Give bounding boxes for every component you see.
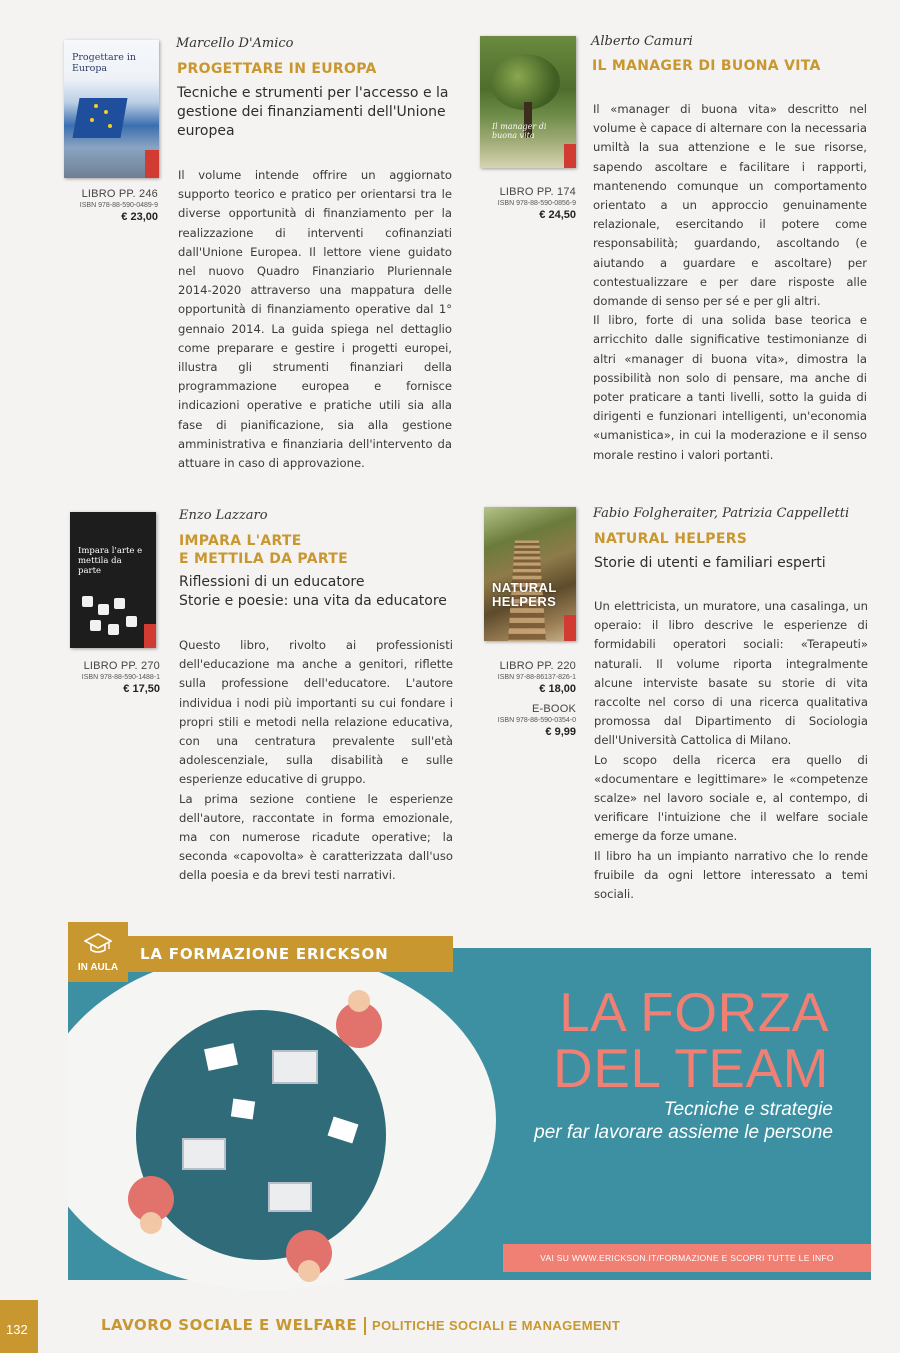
book-isbn: ISBN 97-88-86137-826-1: [497, 674, 576, 681]
book-price: € 24,50: [539, 209, 576, 221]
dice-icon: [82, 596, 93, 607]
cover-title: Impara l'arte e mettila da parte: [78, 546, 143, 576]
book-description: [593, 100, 867, 465]
paragraph: Il volume intende offrire un aggiornato supporto teorico e pratico per orientarsi tra le diverse opportunità di finanziamento per la realizzazione di interventi cofinanziati dall'Unione Europea. Il lettore viene guidato nel nuovo Quadro Finanziario Pluriennale 2014-2020 attraverso una mappatura delle opportunità di finanziamento operative dal 1° gennaio 2014. La guida spiega nel dettaglio come preparare e gestire i progetti europei, illustra gli strumenti finanziari della programmazione europea e fornisce indicazioni operative e pratiche utili sia alla fase di pianificazione, sia alla gestione amministrativa e finanziaria dell'intervento da attuare in caso di approvazione.: [178, 168, 452, 471]
ebook-label: E-BOOK: [532, 703, 576, 715]
cover-band: [145, 150, 159, 178]
book-pages: LIBRO PP. 246: [81, 188, 158, 200]
paragraph: Lo scopo della ricerca era quello di «documentare e legittimare» le «competenze scalze» nel lavoro sociale e, al contempo, di verificare l'intuizione che il welfare sociale emerge da forze umane.: [594, 752, 868, 844]
paragraph: Il libro, forte di una solida base teorica e arricchito dalle significative testimonianze di altri «manager di buona vita», dimostra la possibilità non solo di pensare, ma anche di poter praticare a tanti livelli, sotto la guida di dirigenti e funzionari intelligenti, un'economia «umanistica», in cui la moderazione e il senso morale restino i valori portanti.: [593, 313, 867, 462]
laptop-icon: [182, 1138, 226, 1170]
paragraph: Il «manager di buona vita» descritto nel volume è capace di alternare con la necessaria umiltà la sua attenzione e le sue risorse, sapendo ascoltare e facilitare i rapporti, mantenendo comunque un comportamento orientato a un approccio genuinamente relazionale, esercitando il potere come responsabilità; guardando, ascoltando (e aiutando a guardare e ascoltare) per contestualizzare e per dare risposte alle domande di senso per sé e per gli altri.: [593, 102, 867, 309]
dice-icon: [108, 624, 119, 635]
book-author: Fabio Folgheraiter, Patrizia Cappelletti: [593, 506, 850, 521]
laptop-icon: [272, 1050, 318, 1084]
page-number: 132: [0, 1300, 38, 1353]
footer-section: LAVORO SOCIALE E WELFARE: [101, 1316, 358, 1334]
book-title: IL MANAGER DI BUONA VITA: [592, 58, 821, 74]
banner-title-line: LA FORZA: [559, 981, 829, 1043]
book-title: NATURAL HELPERS: [594, 531, 748, 547]
book-title: PROGETTARE IN EUROPA: [177, 61, 377, 77]
book-price: € 23,00: [121, 211, 158, 223]
tagline-line: per far lavorare assieme le persone: [534, 1122, 833, 1143]
eu-flag-icon: [72, 98, 127, 138]
book-subtitle: [179, 573, 459, 611]
footer-subsection: POLITICHE SOCIALI E MANAGEMENT: [372, 1318, 621, 1333]
book-description: [178, 166, 452, 473]
footer-divider: [364, 1317, 366, 1335]
book-title: [179, 532, 348, 568]
star-icon: [94, 104, 98, 108]
book-isbn: ISBN 978-88-590-0489-9: [79, 202, 158, 209]
book-meta: [456, 660, 576, 738]
paragraph: Il libro ha un impianto narrativo che lo rende fruibile da ogni lettore interessato a temi sociali.: [594, 848, 868, 902]
ebook-isbn: ISBN 978-88-590-0354-0: [497, 717, 576, 724]
book-subtitle: Storie di utenti e familiari esperti: [594, 555, 826, 571]
in-aula-tab: [68, 922, 128, 982]
book-author: Marcello D'Amico: [176, 36, 294, 51]
book-isbn: ISBN 978-88-590-0856-9: [497, 200, 576, 207]
cover-title: Il manager di buona vita: [492, 122, 547, 140]
cover-title: NATURAL HELPERS: [492, 580, 557, 609]
person-head: [348, 990, 370, 1012]
book-author: Enzo Lazzaro: [179, 508, 268, 523]
subtitle-line: Storie e poesie: una vita da educatore: [179, 593, 447, 609]
banner-title-line: DEL TEAM: [552, 1037, 829, 1099]
ebook-price: € 9,99: [545, 726, 576, 738]
book-meta: [460, 186, 576, 221]
book-cover-manager-di-buona-vita: [480, 36, 576, 168]
book-cover-impara-larte: [70, 512, 156, 648]
page-footer: [0, 1300, 900, 1353]
book-cover-progettare-in-europa: [64, 40, 159, 178]
book-meta: [40, 188, 158, 223]
paragraph: La prima sezione contiene le esperienze dell'autore, raccontate in forma emozionale, ma con numerose ricadute operative; la seconda «capovolta» è caratterizzata dall'uso della poesia e da brevi testi narrativi.: [179, 791, 453, 883]
in-aula-label: IN AULA: [77, 962, 119, 973]
star-icon: [90, 118, 94, 122]
team-illustration: [36, 950, 496, 1290]
star-icon: [104, 110, 108, 114]
banner-title: [552, 981, 829, 1099]
person-head: [298, 1260, 320, 1282]
banner-tagline: [473, 1098, 833, 1144]
paper-icon: [231, 1099, 255, 1120]
person-head: [140, 1212, 162, 1234]
tagline-line: Tecniche e strategie: [663, 1099, 833, 1120]
dice-icon: [114, 598, 125, 609]
book-cover-natural-helpers: [484, 507, 576, 641]
paragraph: Un elettricista, un muratore, una casalinga, un operaio: il libro descrive le esperienze di formidabili operatori sociali: «Terapeuti» naturali. Il volume riporta integralmente alcune interviste basate su storie di vita raccolte nel corso di una ricerca qualitativa promossa dal Dipartimento di Sociologia dell'Università Cattolica di Milano.: [594, 599, 868, 748]
book-meta: [40, 660, 160, 695]
book-pages: LIBRO PP. 270: [83, 660, 160, 672]
paragraph: Questo libro, rivolto ai professionisti dell'educazione ma anche a genitori, riflette sulla professione dell'educatore. L'autore individua i nodi più importanti su cui fondare i propri stili e metodi nella relazione educativa, con una centratura prevalente sull'età adolescenziale, sulla disabilità e sulle esperienze educative di gruppo.: [179, 638, 453, 787]
cover-band: [564, 615, 576, 641]
laptop-icon: [268, 1182, 312, 1212]
book-isbn: ISBN 978-88-590-1488-1: [81, 674, 160, 681]
title-line: IMPARA L'ARTE: [179, 533, 302, 549]
book-subtitle: Tecniche e strumenti per l'accesso e la gestione dei finanziamenti dell'Unione europea: [177, 85, 449, 139]
banner-heading: LA FORMAZIONE ERICKSON: [128, 936, 453, 972]
book-price: € 18,00: [539, 683, 576, 695]
subtitle-line: Riflessioni di un educatore: [179, 574, 365, 590]
book-pages: LIBRO PP. 220: [499, 660, 576, 672]
book-description: [179, 636, 453, 886]
dice-icon: [126, 616, 137, 627]
erickson-training-banner[interactable]: [68, 922, 871, 1280]
dice-icon: [90, 620, 101, 631]
dice-icon: [98, 604, 109, 615]
banner-cta-link[interactable]: VAI SU WWW.ERICKSON.IT/FORMAZIONE E SCOPRI TUTTE LE INFO: [503, 1244, 871, 1272]
book-price: € 17,50: [123, 683, 160, 695]
star-icon: [108, 124, 112, 128]
title-line: E METTILA DA PARTE: [179, 551, 348, 567]
graduation-cap-icon: [84, 932, 112, 956]
book-description: [594, 597, 868, 904]
cover-band: [144, 624, 156, 648]
book-pages: LIBRO PP. 174: [499, 186, 576, 198]
cover-band: [564, 144, 576, 168]
book-author: Alberto Camuri: [591, 34, 693, 49]
cover-title: Progettare in Europa: [72, 52, 136, 74]
